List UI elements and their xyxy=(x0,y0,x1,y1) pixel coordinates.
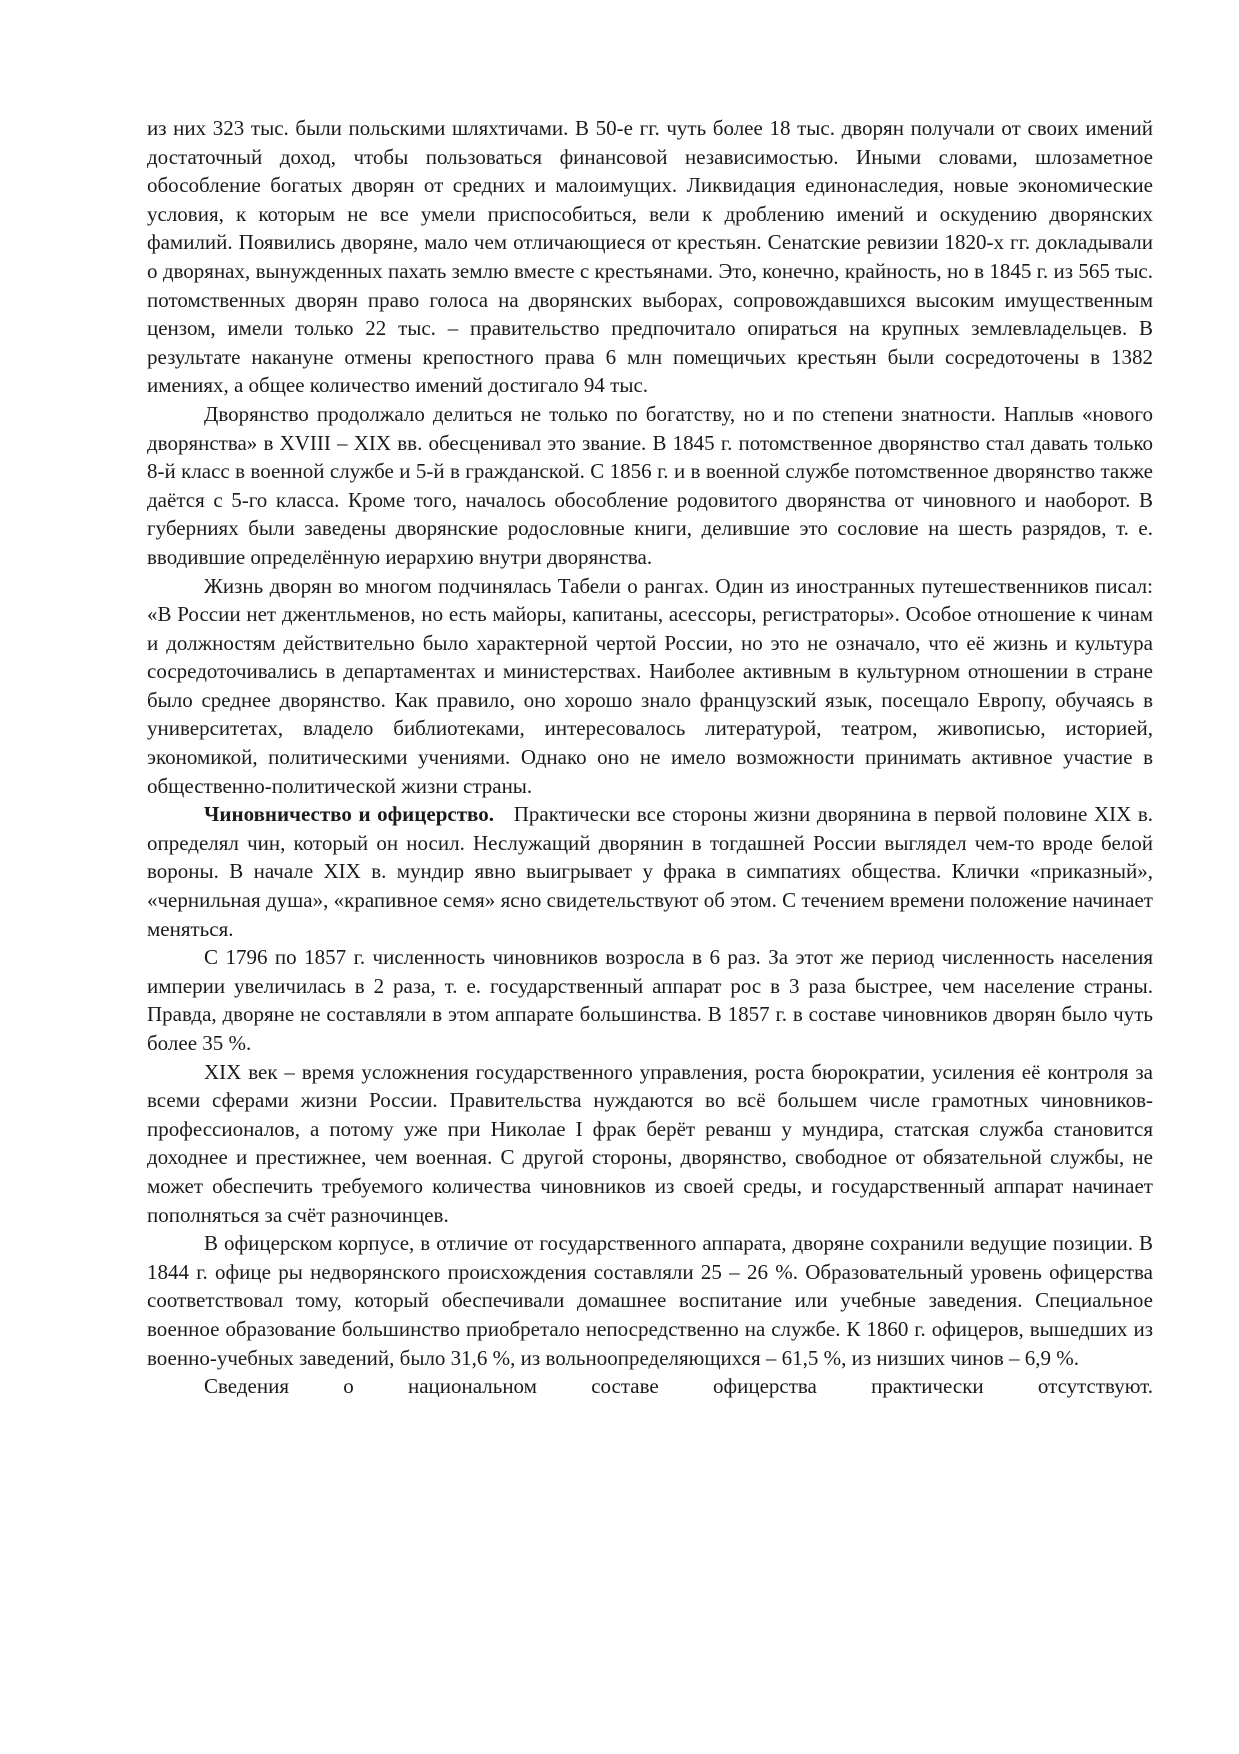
paragraph-6: XIX век – время усложнения государственного управления, роста бюрократии, усиления её контроля за всеми сферами жизни России. Правительства нуждаются во всё большем числе грамотных чиновников-профессионалов, а потому уже при Николае I фрак берёт реванш у мундира, статская служба становится доходнее и престижнее, чем военная. С другой стороны, дворянство, свободное от обязательной службы, не может обеспечить требуемого количества чиновников из своей среды, и государственный аппарат начинает пополняться за счёт разночинцев. xyxy=(147,1059,1153,1227)
paragraph-7: В офицерском корпусе, в отличие от государственного аппарата, дворяне сохранили ведущие позиции. В 1844 г. офице ры недворянского происхождения составляли 25 – 26 %. Образовательный уровень офицерства соответствовал тому, который обеспечивали домашнее воспитание или учебные заведения. Специальное военное образование большинство приобретало непосредственно на службе. К 1860 г. офицеров, вышедших из военно-учебных заведений, было 31,6 %, из вольноопределяющихся – 61,5 %, из низших чинов – 6,9 %. xyxy=(147,1231,1153,1370)
paragraph-4 xyxy=(147,800,1153,943)
document-page xyxy=(147,114,1153,1401)
paragraph-2: Дворянство продолжало делиться не только по богатству, но и по степени знатности. Наплыв «нового дворянства» в XVIII – XIX вв. обесценивал это звание. В 1845 г. потомственное дворянство стал давать только 8-й класс в военной службе и 5-й в гражданской. С 1856 г. и в военной службе потомственное дворянство также даётся с 5-го класса. Кроме того, началось обособление родовитого дворянства от чиновного и наоборот. В губерниях были заведены дворянские родословные книги, делившие это сословие на шесть разрядов, т. е. вводившие определённую иерархию внутри дворянства. xyxy=(147,401,1153,569)
paragraph-8: Сведения о национальном составе офицерства практически отсутствуют. xyxy=(204,1374,1153,1399)
paragraph-3: Жизнь дворян во многом подчинялась Табели о рангах. Один из иностранных путешественников писал: «В России нет джентльменов, но есть майоры, капитаны, асессоры, регистраторы». Особое отношение к чинам и должностям действительно было характерной чертой России, но это не означало, что её жизнь и культура сосредоточивались в департаментах и министерствах. Наиболее активным в культурном отношении в стране было среднее дворянство. Как правило, оно хорошо знало французский язык, посещало Европу, обучаясь в университетах, владело библиотеками, интересовалось литературой, театром, живописью, историей, экономикой, политическими учениями. Однако оно не имело возможности принимать активное участие в общественно-политической жизни страны. xyxy=(147,573,1153,798)
paragraph-5: С 1796 по 1857 г. численность чиновников возросла в 6 раз. За этот же период численность населения империи увеличилась в 2 раза, т. е. государственный аппарат рос в 3 раза быстрее, чем население страны. Правда, дворяне не составляли в этом аппарате большинства. В 1857 г. в составе чиновников дворян было чуть более 35 %. xyxy=(147,945,1153,1055)
paragraph-1: из них 323 тыс. были польскими шляхтичами. В 50-е гг. чуть более 18 тыс. дворян получали от своих имений достаточный доход, чтобы пользоваться финансовой независимостью. Иными словами, шлозаметное обособление богатых дворян от средних и малоимущих. Ликвидация единонаследия, новые экономические условия, к которым не все умели приспособиться, вели к дроблению имений и оскудению дворянских фамилий. Появились дворяне, мало чем отличающиеся от крестьян. Сенатские ревизии 1820-х гг. докладывали о дворянах, вынужденных пахать землю вместе с крестьянами. Это, конечно, крайность, но в 1845 г. из 565 тыс. потомственных дворян право голоса на дворянских выборах, сопровождавшихся высоким имущественным цензом, имели только 22 тыс. – правительство предпочитало опираться на крупных землевладельцев. В результате накануне отмены крепостного права 6 млн помещичьих крестьян были сосредоточены в 1382 имениях, а общее количество имений достигало 94 тыс. xyxy=(147,116,1153,398)
paragraph-4-text: Практически все стороны жизни дворянина в первой половине XIX в. определял чин, который он носил. Неслужащий дворянин в тогдашней России выглядел чем-то вроде белой вороны. В начале XIX в. мундир явно выигрывает у фрака в симпатиях общества. Клички «приказный», «чернильная душа», «крапивное семя» ясно свидетельствуют об этом. С течением времени положение начинает меняться. xyxy=(147,802,1154,941)
section-heading: Чиновничество и офицерство. xyxy=(204,802,494,827)
